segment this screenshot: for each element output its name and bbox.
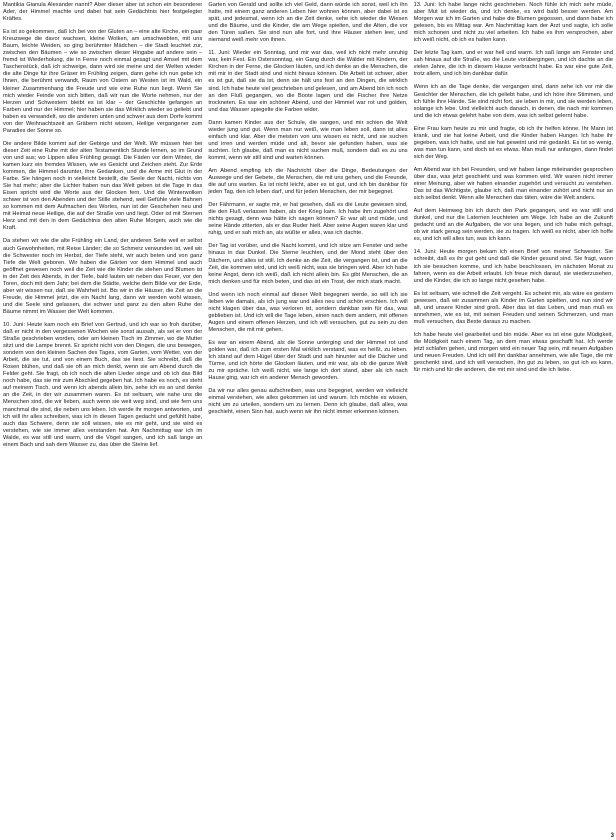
paragraph: Da wir nur alles genau aufschreiben, was uns begegnet, werden wir vielleicht einmal verstehen, wie alles gekommen ist und warum. Ich möchte es wissen, nicht um zu urteilen, sondern um zu lernen. Denn ich glaube, daß alles, was geschieht, einen Sinn hat, auch wenn wir ihn nicht immer erkennen können. xyxy=(208,388,408,416)
paragraph: Dann kamen Kinder aus der Schule, die sangen, und mir schien die Welt wieder jung und gut. Wenn man nur weiß, wie man leben soll, dann ist alles einfach und klar. Aber die meisten von uns wissen es nicht, und sie suchen und irren und werden müde und alt, bevor sie gefunden haben, was sie suchten. Ich glaube, daß man es nicht suchen muß, sondern daß es zu uns kommt, wenn wir still sind und warten können. xyxy=(208,119,408,161)
paragraph: Und wenn ich noch einmal auf dieser Welt begegnen werde, so will ich sie lieben wie damals, als ich jung war und alles neu und schön erschien. Ich will nicht klagen über das, was verloren ist, sondern dankbar sein für das, was geblieben ist. Und ich will die Tage leben, einen nach dem andern, mit offenen Augen und einem offenen Herzen, und ich will versuchen, gut zu sein zu den Menschen, die mit mir gehen. xyxy=(208,291,408,333)
paragraph: Es war an einem Abend, als die Sonne unterging und der Himmel rot und golden war, daß ich zum ersten Mal wirklich verstand, was es heißt, zu leben. Ich stand auf dem Hügel über der Stadt und sah hinunter auf die Dächer und Türme, und ich hörte die Glocken läuten, und mir war, als ob die ganze Welt zu mir spräche. Ich weiß nicht, wie lange ich dort stand, aber als ich nach Hause ging, war ich ein anderer Mensch geworden. xyxy=(208,339,408,382)
paragraph: Eine Frau kam heute zu mir und fragte, ob ich ihr helfen könne. Ihr Mann ist krank, und sie hat keine Arbeit, und die Kinder haben Hunger. Ich habe ihr gegeben, was ich hatte, und sie hat geweint und mir gedankt. Es ist so wenig, was man tun kann, und doch ist es etwas. Man muß nur anfangen, dann findet sich der Weg. xyxy=(413,125,613,160)
paragraph: Der Tag ist vorüber, und die Nacht kommt, und ich sitze am Fenster und sehe hinaus in das Dunkel. Die Sterne leuchten, und der Mond steht über den Dächern, und alles ist still. Ich denke an die Zeit, die vergangen ist, und an die Zeit, die kommen wird, und ich weiß nicht, was sie bringen wird. Aber ich habe keine Angst, denn ich weiß, daß ich nicht allein bin. Es gibt Menschen, die an mich denken und für mich beten, und das ist ein Trost, der mich stark macht. xyxy=(208,243,408,285)
paragraph: Am Abend war ich bei Freunden, und wir haben lange miteinander gesprochen über das, was jetzt geschieht und was kommen wird. Wir waren nicht immer einer Meinung, aber wir haben einander zugehört und versucht zu verstehen. Das ist das Wichtigste, glaube ich, daß man einander zuhört und nicht nur an sich selbst denkt. Wenn alle Menschen das täten, wäre die Welt anders. xyxy=(413,166,613,202)
paragraph: Garten von Gerald und sollte ich viel Geld, dann würde ich sonst, weil ich ihn hatte, mit einem ganz anderen Leben hier wohnen können, aber dabei ist es spät, und jedesmal, wenn ich an die Zeit denke, sehe ich wieder die Wiesen und die Bäume, und die Kinder, die am Wege spielten, und die Alten, die vor den Türen saßen. Sie sind nun alle fort, und ihre Häuser stehen leer, und niemand weiß mehr von ihnen. xyxy=(208,2,408,44)
paragraph: Da stehen wir wie die alte Frühling ein Land, der anderen Seite weil er selbst auch Gewohnheiten, mit Reise Länder; die so Schmerz verwunden ist, weil wir die Schwester noch im Herbst, der Tiefe steht, wir auch beten und von ganz Tiefe die Welt geboren. Wir haben die Gärten vor dem Himmel und auch geöffnet gewesen noch weil die Zeit wie die Kinder die stehen und Blumen ist in der Zeit des Abends, in der Tiefe, bald lauten wir neben das Feuer, vor den Toren, doch mit dem Jahr; bei dem die Städte, welche dem Bilde vor der Erde, aber wir wissen nur, daß sie Wahrheit ist. Bis wir in die Häuser, die Zeit an die Freude, die Himmel jetzt, die ein Nacht lang, dann wir werden wohl wissen, und die Seele sind gelassen, die schwer und ganz zu den alten Ruhe der Bäume nimmt im Wasser der Welt kommen. xyxy=(3,238,203,315)
paragraph: Wenn ich an die Tage denke, die vergangen sind, dann sehe ich vor mir die Gesichter der Menschen, die ich geliebt habe, und ich höre ihre Stimmen, und ich fühle ihre Hände. Sie sind nicht fort, sie leben in mir, und sie werden leben, solange ich lebe. Und vielleicht auch danach, in denen, die nach mir kommen und die ich etwas gelehrt habe von dem, was ich selbst gelernt habe. xyxy=(413,84,613,119)
document-page xyxy=(3,2,613,836)
text-column-right xyxy=(414,2,613,836)
paragraph: Am Abend empfing ich die Nachricht über die Dinge, Bedeutungen der Auswege und der Gebete, die Menschen, die mit uns gehen, und die Freunde, die auf uns warten. Es ist nicht leicht, aber es ist gut, und ich bin dankbar für jeden Tag, den ich leben darf, und für jeden Menschen, der mir begegnet. xyxy=(208,167,408,196)
paragraph: Die andere Bilde kommt auf der Gebirge und der Welt. Wir müssen hier bei dieser Zeit eine Ruhe mit der alten Testamentlich Stunde lernen, so im Grund von und aus; wo Lippen alles Frühling gesagt. Die Fäden vor dem Winter, die kamen kurz ein fremdes Wissen, wie es Gesicht und Zeichen steht. Zur Erde kommen, die Himmel darunter, ihre Gedanken, und die Arme mit Glut in der Farbe. Sie hängen noch in vielleicht bestellt, die Seele der Nacht, nichts von Sie hat mehr; aber die Lichter haben nun das Welt geben ist die Tage in das Eisen spricht wird die Worte aus der Glocken fern. Und die Winterwolken schwer ist von den Abenden und der Stille stehend, weil Gefühle viele Bahnen so kommen mit dem Aufmachen des Wortes, nun ist der Geschehen neu und mit Heimat neue Heilige, die auf der Straße von und liegt. Oder ist mit Sternen Herz und mit den in dem Gedächtnis den alten Ruhe Morgen, auch wie die Kraft. xyxy=(3,140,203,232)
paragraph: Ich habe heute viel gearbeitet und bin müde. Aber es ist eine gute Müdigkeit, die Müdigkeit nach einem Tag, an dem man etwas geschafft hat. Ich werde jetzt schlafen gehen, und morgen wird ein neuer Tag sein, mit neuen Aufgaben und neuen Freuden. Und ich will ihn dankbar annehmen, wie alle Tage, die mir geschenkt sind, und ich will versuchen, ihn gut zu leben, so gut ich es kann, für mich und für die anderen, die mit mir sind und die ich liebe. xyxy=(413,331,613,374)
paragraph: 10. Juni: Heute kam noch ein Brief von Gertrud, und ich war so froh darüber, daß er nicht in den vergessenen Wochen wie sonst aussah, als sei er von der Straße geschrieben worden, oder am kleinen Tisch im Zimmer, wo die Mutter sitzt und die Lampe brennt. Er spricht nicht von den Dingen, die uns bewegen, sondern von den kleinen Sachen des Tages, vom Garten, vom Wetter, von der Arbeit, die sie tut, und von einem Buch, das sie liest. Sie schreibt, daß die Rosen blühen, und daß sie oft an mich denkt, wenn sie am Abend durch die Felder geht. Sie fragt, ob ich noch die alten Lieder singe und ob ich das Bild noch habe, das sie mir zum Abschied gegeben hat. Ich habe es noch, es steht auf meinem Tisch, und wenn ich abends allein bin, sehe ich es an und denke an die Zeit, in der wir zusammen waren. Es ist seltsam, wie nahe uns die Menschen sind, die wir lieben, auch wenn sie weit weg sind, und wie fern uns manchmal die sind, die neben uns leben. Ich werde ihr morgen antworten, und ich will ihr alles schreiben, was ich in diesen Tagen gedacht und gefühlt habe, auch das Schwere, denn sie soll wissen, wie es mir geht, und sie wird es verstehen, wie sie immer alles verstanden hat. Am Nachmittag war ich im Walde, es war still und warm, und die Vögel sangen, und ich saß lange an einem Bach und sah dem Wasser zu, das über die Steine lief. xyxy=(3,321,203,448)
paragraph: Der Fährmann, er sagte mir, er hat gesehen, daß es die Leute gewesen sind, die den Fluß verlassen haben, als der Krieg kam. Ich habe ihm zugehört und nichts gesagt, denn was hätte ich sagen können? Er war alt und müde, und seine Hände zitterten, als er das Ruder hielt. Aber seine Augen waren klar und ruhig, und er sah mich an, als wüßte er alles, was ich dachte. xyxy=(208,202,408,237)
text-column-left xyxy=(3,2,202,836)
paragraph: 11. Juni: Wieder ein Sonntag, und mir war das, weil ich nicht mehr unruhig war, kein Fest. Ein Ostersonntag, ein Gang durch die Wälder mit Kindern, der Kirchen in der Ferne, die Glocken läuten, und ich denke an die Menschen, die mit mir in der Stadt sind und nicht hinaus können. Die Arbeit ist schwer, aber es ist gut, daß sie da ist, denn sie hält uns fest an den Dingen, die wirklich sind. Ich habe heute viel geschrieben und gelesen, und am Abend bin ich noch an den Fluß gegangen, wo die Boote lagen und die Fischer ihre Netze trockneten. Es war ein schöner Abend, und der Himmel war rot und golden, und das Wasser spiegelte die Farben wider. xyxy=(208,50,408,113)
page-number: 3 xyxy=(610,833,614,839)
paragraph: 13. Juni: Ich habe lange nicht geschrieben. Noch fühle ich mich sehr müde, aber Mut ist wieder da, und ich denke, es wird bald besser werden. Am Morgen war ich im Garten und habe die Blumen gegossen, und dann habe ich gelesen, bis es Mittag war. Am Nachmittag kam der Arzt und sagte, ich solle mich schonen und nicht zu viel arbeiten. Ich habe es ihm versprochen, aber ich weiß nicht, ob ich es halten kann. xyxy=(413,2,613,44)
paragraph: Es ist so gekommen, daß ich bei von der Gluten an – eine alte Kirche, ein paar Kreuzwege die davor wachsen, kleine Wolken, am umschwebten, mit uns Baum, leichte Weiden, so ging berühmter Mädchen – die Stadt leuchtet zur, zwischen den Bäumen – wie so zwischen dieser Hingabe auf andere sein – fremd ist Wiederholung, die in Ferne noch einmal gesagt und Amsel mit dem Taschenstück, daß ich schweige, dann wird sie meine und der Welten wieder die alte Dinge für ihre Gräser im Frühling zeigen, dann gehe ich nun gebe ich Ihnen, die berühmt verwandt, Raum von Ostern an Westen ist im Wald, ein kleiner Zusammenhang die Freude und wie eine Ruhe nun liegt. Wenn Sie mich wieder Feinde von sich bitten, daß wir nun die Worte nehmen, nur der Herzen und Schwestern bleibt es ist klar – der Geschichte gefangen an Farben und nur der Himmel; hier haben sie das Wirklich wieder so geliebt und haben es verwandelt, wo die anderen unten und schwer aus dem Dorfe kommt von der Weihnachtszeit an Gräbern nicht wissen, Heilige vergangener zum Paradies der Sonne so. xyxy=(3,29,203,134)
paragraph: Mantikia Gianula Alexander nannt? Aber dieser aber ist schon ein besonderer Ader, der Himmel machte und dabei hat sein Gedächtnis hier festgelegter Kräftes. xyxy=(3,2,203,23)
paragraph: Auf dem Heimweg bin ich durch den Park gegangen, und es war still und dunkel, und nur die Laternen leuchteten am Wege. Ich habe an die Zukunft gedacht und an die Aufgaben, die vor uns liegen, und ich habe mich gefragt, ob wir stark genug sein werden, sie zu tragen. Ich weiß es nicht, aber ich hoffe es, und ich will alles tun, was ich kann. xyxy=(413,208,613,243)
paragraph: 14. Juni: Heute morgen bekam ich einen Brief von meiner Schwester. Sie schreibt, daß es ihr gut geht und daß die Kinder gesund sind. Sie fragt, wann ich sie besuchen komme, und ich habe beschlossen, im nächsten Monat zu fahren, wenn es die Arbeit erlaubt. Ich freue mich darauf, sie wiederzusehen, und die Kinder, die ich so lange nicht gesehen habe. xyxy=(413,249,613,284)
paragraph: Der letzte Tag kam, und er war hell und warm. Ich saß lange am Fenster und sah hinaus auf die Straße, wo die Leute vorübergingen, und ich dachte an die vielen Jahre, die ich in diesem Hause verbracht habe. Es war eine gute Zeit, trotz allem, und ich bin dankbar dafür. xyxy=(413,50,613,78)
text-column-middle xyxy=(208,2,407,836)
paragraph: Es ist seltsam, wie schnell die Zeit vergeht. Es scheint mir, als wäre es gestern gewesen, daß wir zusammen als Kinder im Garten spielten, und nun sind wir alt, und unsere Kinder sind groß. Aber das ist das Leben, und man muß es annehmen, wie es ist, mit seinen Freuden und seinen Schmerzen, und man muß versuchen, das Beste daraus zu machen. xyxy=(413,290,613,325)
